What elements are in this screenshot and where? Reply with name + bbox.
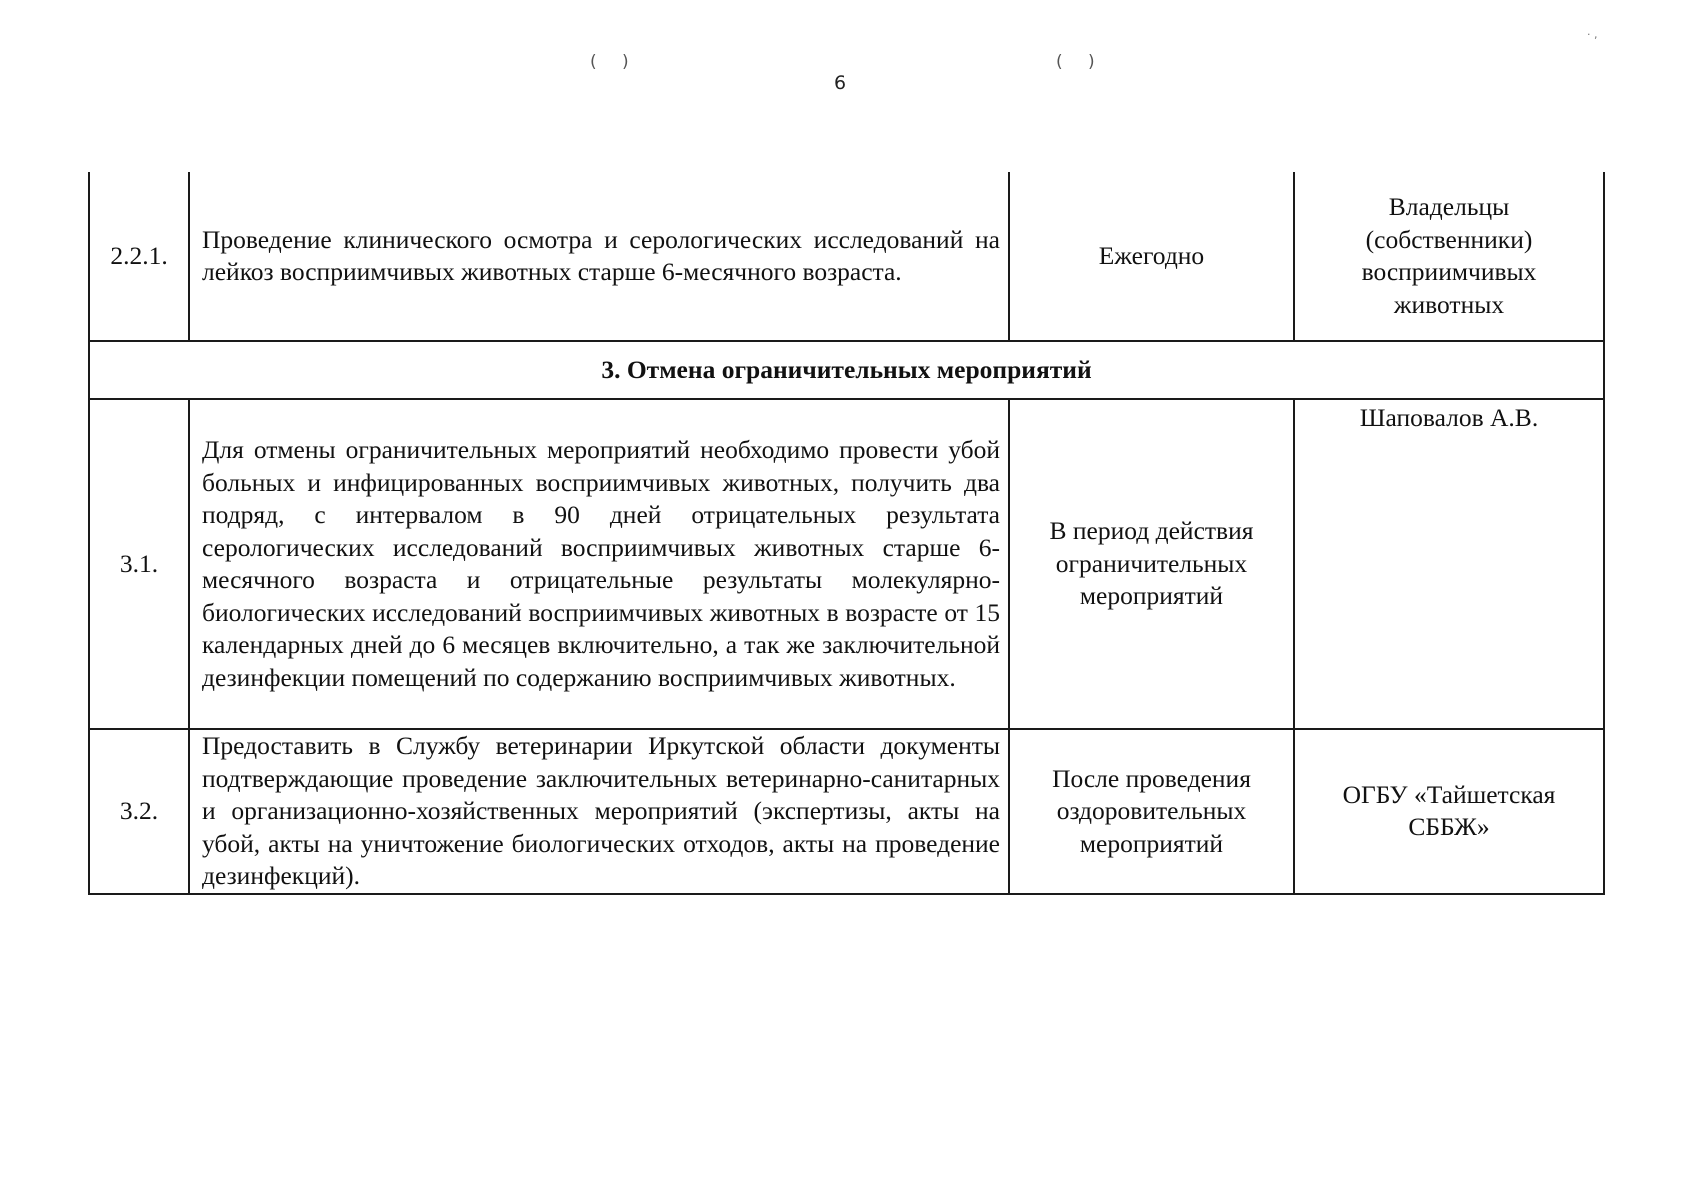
- row-number: 3.1.: [89, 399, 189, 729]
- punch-hole-mark-right: ( ): [1056, 52, 1105, 72]
- row-number: 3.2.: [89, 729, 189, 894]
- measure-description-text: Для отмены ограничительных мероприятий необходимо провести убой больных и инфицированных восприимчивых животных, получить два подряд, с интервалом в 90 дней отрицательных результата серологических исследований восприимчивых животных старше 6-месячного возраста и отрицательные результаты молекулярно-биологических исследований восприимчивых животных в возрасте от 15 календарных дней до 6 месяцев включительно, а так же заключительной дезинфекции помещений по содержанию восприимчивых животных.: [202, 435, 1000, 692]
- measure-term: В период действия ограничительных мероприятий: [1009, 399, 1294, 729]
- table-row: [89, 399, 1604, 729]
- page-number: 6: [833, 72, 847, 94]
- table-row: [89, 729, 1604, 894]
- measures-table: [88, 172, 1605, 895]
- measure-term: После проведения оздоровительных мероприятий: [1009, 729, 1294, 894]
- measure-description: [189, 399, 1009, 729]
- section-row: [89, 341, 1604, 399]
- scan-speck: · ,: [1587, 28, 1598, 41]
- measure-description: [189, 729, 1009, 894]
- measure-description-text: Проведение клинического осмотра и серологических исследований на лейкоз восприимчивых животных старше 6-месячного возраста.: [202, 224, 1000, 286]
- section-heading: 3. Отмена ограничительных мероприятий: [89, 341, 1604, 399]
- measure-description-text: Предоставить в Службу ветеринарии Иркутской области документы подтверждающие проведение заключительных ветеринарно-санитарных и организационно-хозяйственных мероприятий (экспертизы, акты на убой, акты на уничтожение биологических отходов, акты на проведение дезинфекций).: [202, 731, 1000, 890]
- measure-responsible: ОГБУ «Тайшетская СББЖ»: [1294, 729, 1604, 894]
- measure-term: Ежегодно: [1009, 172, 1294, 341]
- punch-hole-mark-left: ( ): [590, 52, 639, 72]
- measure-description: [189, 172, 1009, 341]
- measure-responsible: Шаповалов А.В.: [1294, 399, 1604, 729]
- table-row: [89, 172, 1604, 341]
- measure-responsible: Владельцы (собственники) восприимчивых животных: [1294, 172, 1604, 341]
- row-number: 2.2.1.: [89, 172, 189, 341]
